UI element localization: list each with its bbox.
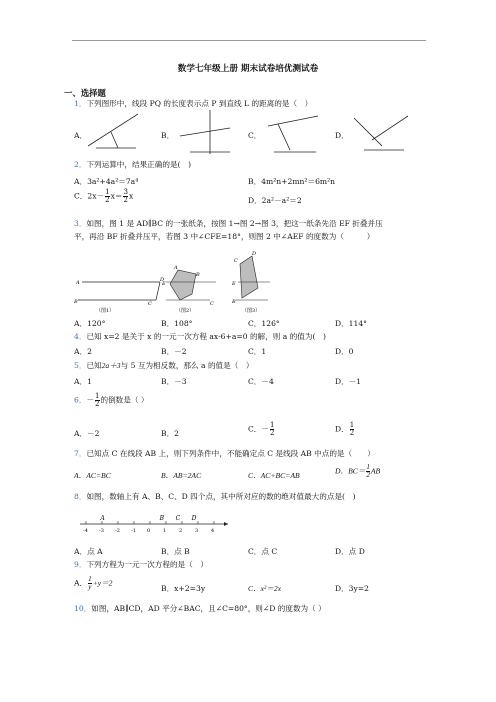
q3-figure — [74, 252, 274, 314]
svg-text:C: C — [210, 301, 214, 307]
question-number: 2． — [74, 160, 87, 169]
question-number: 8． — [74, 492, 87, 501]
q9-option-c: C．x²＝2x — [248, 584, 282, 593]
question-text: 下列运算中，结果正确的是( ) — [86, 160, 192, 169]
question-7 — [74, 449, 375, 458]
q7-option-b: B．AB=2AC — [161, 471, 202, 480]
q1-option-b: B． — [161, 131, 175, 140]
q4-option-a: A．2 — [74, 347, 92, 356]
q9-option-d: D．3y=2 — [335, 584, 369, 593]
question-number: 7． — [74, 449, 87, 458]
question-number: 10． — [74, 604, 92, 613]
question-text: 已知 x=2 是关于 x 的一元一次方程 ax-6+a=0 的解，则 a 的值为( ) — [86, 332, 326, 341]
q5-option-d: D．－1 — [335, 377, 362, 386]
q1-option-a: A． — [74, 131, 88, 140]
axis-arrow — [224, 522, 228, 526]
fraction: $\frac{1}{2}$ — [105, 188, 110, 204]
q6-option-c: C．－ $\frac{1}{2}$ — [248, 421, 275, 437]
q1-figure-a — [86, 110, 146, 158]
question-text: 已知点 C 在线段 AB 上，则下列条件中，不能确定点 C 是线段 AB 中点的是（ ） — [86, 449, 375, 458]
q3-option-b: B．108° — [161, 319, 193, 328]
svg-text:D: D — [160, 277, 165, 283]
q8-option-c: C．点 C — [248, 547, 278, 556]
q2-option-c: C．2x－ $\frac{1}{2}$ x＝ $\frac{3}{2}$ x — [74, 188, 134, 204]
tick-label: -4 — [83, 528, 88, 534]
question-6: 6．－ $\frac{1}{2}$ 的倒数是（ ） — [74, 392, 149, 408]
svg-text:D: D — [252, 251, 257, 257]
question-number: 3． — [74, 219, 87, 228]
question-text: 如图，AB∥CD，AD 平分∠BAC，且∠C=80°，则∠D 的度数为（ ） — [91, 604, 326, 613]
q1-option-c: C． — [248, 131, 262, 140]
question-number: 4． — [74, 332, 87, 341]
question-text: 下列图形中，线段 PQ 的长度表示点 P 到直线 L 的距离的是（ ） — [86, 99, 313, 108]
q4-option-c: C．1 — [248, 347, 267, 356]
q5-option-b: B．－3 — [161, 377, 187, 386]
question-9 — [74, 560, 208, 569]
svg-text:B: B — [232, 299, 236, 305]
question-3-line-2: 平，再沿 BF 折叠并压平，若图 3 中∠CFE=18°，则图 2 中∠AEF 的度数为（ ） — [74, 232, 375, 241]
point-label: D — [191, 515, 197, 522]
q9-option-a: A． $\frac{1}{y}$ +y＝2 — [74, 575, 113, 591]
question-8 — [74, 492, 356, 501]
q7-option-d: D．BC＝ $\frac{1}{2}$ AB — [335, 463, 381, 479]
question-number: 1． — [74, 99, 87, 108]
question-text: 如图，图 1 是 AD∥BC 的一张纸条，按图 1→图 2→图 3，把这一纸条先沿 EF 折叠并压 — [86, 219, 383, 228]
tick-label: 2 — [179, 528, 183, 534]
question-5: 5．已知2a＋3与 5 互为相反数，那么 a 的值是（ ） — [74, 361, 254, 370]
tick-label: 4 — [211, 528, 215, 534]
q3-option-d: D．114° — [335, 319, 367, 328]
figure-caption-2: （图2） — [176, 308, 195, 314]
question-text: 下列方程为一元一次方程的是（ ） — [86, 560, 208, 569]
q1-option-d: D． — [335, 131, 349, 140]
svg-text:E: E — [162, 281, 166, 287]
q5-option-c: C．－4 — [248, 377, 274, 386]
fraction: $\frac{1}{2}$ — [349, 421, 355, 437]
q1-figure-d — [350, 110, 420, 158]
svg-text:E: E — [232, 281, 236, 287]
q9-option-b: B．x+2=3y — [161, 584, 206, 593]
fraction: $\frac{1}{2}$ — [270, 421, 275, 437]
q1-figure-c — [264, 112, 324, 158]
question-10 — [74, 604, 326, 613]
figure-caption-3: （图3） — [242, 308, 261, 314]
header-rule — [72, 40, 426, 41]
svg-text:A: A — [76, 280, 80, 286]
point-label: C — [175, 515, 181, 522]
q2-option-a: A．3a²+4a²＝7a⁴ — [74, 177, 139, 186]
q4-option-d: D．0 — [335, 347, 354, 356]
point-label: A — [100, 515, 105, 522]
question-number: 9． — [74, 560, 87, 569]
q8-option-b: B．点 B — [161, 547, 190, 556]
question-number: 5． — [74, 361, 87, 370]
fraction: $\frac{3}{2}$ — [123, 188, 128, 204]
question-4 — [74, 332, 326, 341]
svg-text:B: B — [196, 272, 200, 278]
tick-label: 0 — [147, 528, 151, 534]
q7-option-a: A．AC=BC — [74, 471, 111, 480]
svg-text:C: C — [148, 301, 152, 307]
question-2 — [74, 160, 191, 169]
tick-label: 3 — [195, 528, 199, 534]
q2-option-d: D．2a²－a²＝2 — [248, 196, 302, 205]
fraction: $\frac{1}{y}$ — [88, 575, 92, 591]
fraction: $\frac{1}{2}$ — [366, 463, 370, 479]
number-line — [80, 512, 240, 538]
q6-option-d: D． $\frac{1}{2}$ — [335, 421, 355, 437]
q4-option-b: B．－2 — [161, 347, 187, 356]
q3-option-c: C．126° — [248, 319, 280, 328]
tick-label: -1 — [131, 528, 136, 534]
point-label: B — [159, 515, 165, 522]
tick-label: -3 — [99, 528, 104, 534]
figure-caption-1: （图1） — [96, 308, 115, 314]
tick-label: 1 — [163, 528, 167, 534]
tick-label: -2 — [115, 528, 120, 534]
q6-option-b: B．2 — [161, 429, 180, 438]
q2-option-b: B．4m²n+2mn²＝6m²n — [248, 177, 336, 186]
svg-text:C: C — [234, 258, 238, 264]
q7-option-c: C．AC+BC=AB — [248, 471, 300, 480]
q5-option-a: A．1 — [74, 377, 92, 386]
svg-text:A: A — [174, 265, 178, 271]
question-text: 如图，数轴上有 A、B、C、D 四个点，其中所对应的数的绝对值最大的点是( ) — [86, 492, 356, 501]
q6-option-a: A．－2 — [74, 429, 100, 438]
expression: 2a＋3 — [101, 361, 121, 370]
question-3-line-1 — [74, 219, 383, 228]
section-heading: 一、选择题 — [64, 88, 106, 98]
fraction: $\frac{1}{2}$ — [95, 392, 100, 408]
q1-figure-b — [176, 108, 236, 158]
q3-option-a: A．120° — [74, 319, 106, 328]
svg-text:B: B — [74, 299, 78, 305]
question-number: 6． — [74, 395, 87, 405]
page-title: 数学七年级上册 期末试卷培优测试卷 — [177, 64, 319, 74]
q8-option-a: A．点 A — [74, 547, 103, 556]
q8-option-d: D．点 D — [335, 547, 365, 556]
